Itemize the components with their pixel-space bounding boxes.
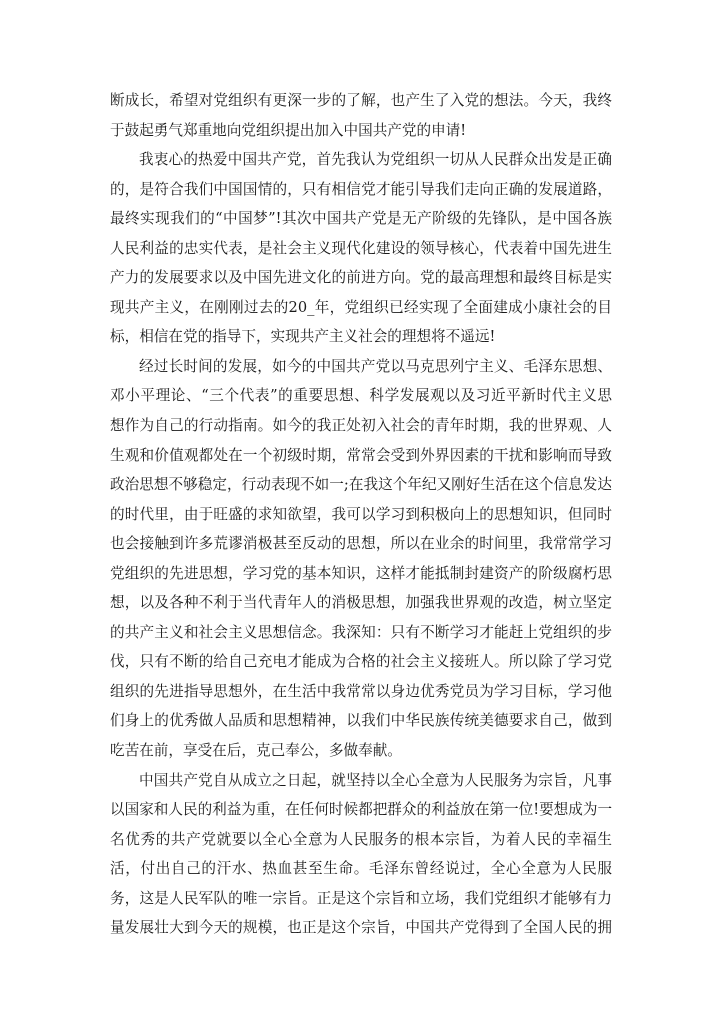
paragraph-line: 组织的先进指导思想外，在生活中我常常以身边优秀党员为学习目标，学习他	[110, 682, 612, 700]
paragraph-line: 生观和价值观都处在一个初级时期，常常会受到外界因素的干扰和影响而导致	[110, 446, 612, 464]
paragraph-line: 最终实现我们的“中国梦”!其次中国共产党是无产阶级的先锋队，是中国各族	[110, 210, 612, 228]
paragraph-line: 名优秀的共产党就要以全心全意为人民服务的根本宗旨，为着人民的幸福生	[110, 830, 612, 848]
paragraph-3	[110, 352, 612, 766]
paragraph-line: 以国家和人民的利益为重，在任何时候都把群众的利益放在第一位!要想成为一	[110, 801, 613, 819]
paragraph-line: 产力的发展要求以及中国先进文化的前进方向。党的最高理想和最终目标是实	[110, 269, 612, 287]
paragraph-line: 的时代里，由于旺盛的求知欲望，我可以学习到积极向上的思想知识，但同时	[110, 505, 612, 523]
paragraph-line: 断成长，希望对党组织有更深一步的了解，也产生了入党的想法。今天，我终	[110, 92, 612, 109]
paragraph-line: 我衷心的热爱中国共产党，首先我认为党组织一切从人民群众出发是正确	[139, 151, 612, 169]
paragraph-2	[110, 145, 612, 352]
paragraph-line: 的共产主义和社会主义思想信念。我深知：只有不断学习才能赶上党组织的步	[110, 623, 612, 641]
paragraph-4	[110, 766, 612, 943]
paragraph-line: 务，这是人民军队的唯一宗旨。正是这个宗旨和立场，我们党组织才能够有力	[110, 889, 612, 907]
document-page	[110, 86, 612, 943]
paragraph-line: 人民利益的忠实代表，是社会主义现代化建设的领导核心，代表着中国先进生	[110, 239, 612, 257]
paragraph-line: 量发展壮大到今天的规模，也正是这个宗旨，中国共产党得到了全国人民的拥	[110, 919, 612, 937]
paragraph-line: 伐，只有不断的给自己充电才能成为合格的社会主义接班人。所以除了学习党	[110, 653, 612, 671]
paragraph-line: 吃苦在前，享受在后，克己奉公，多做奉献。	[110, 742, 402, 760]
paragraph-line: 中国共产党自从成立之日起，就坚持以全心全意为人民服务为宗旨，凡事	[139, 771, 612, 789]
paragraph-line: 邓小平理论、“三个代表”的重要思想、科学发展观以及习近平新时代主义思	[110, 387, 612, 405]
paragraph-line: 们身上的优秀做人品质和思想精神，以我们中华民族传统美德要求自己，做到	[110, 712, 612, 730]
paragraph-line: 标，相信在党的指导下，实现共产主义社会的理想将不遥远!	[110, 328, 496, 346]
paragraph-line: 活，付出自己的汗水、热血甚至生命。毛泽东曾经说过，全心全意为人民服	[110, 860, 612, 878]
paragraph-line: 现共产主义，在刚刚过去的20_年，党组织已经实现了全面建成小康社会的目	[110, 298, 612, 316]
paragraph-line: 经过长时间的发展，如今的中国共产党以马克思列宁主义、毛泽东思想、	[139, 357, 612, 375]
paragraph-line: 于鼓起勇气郑重地向党组织提出加入中国共产党的申请!	[110, 121, 467, 139]
paragraph-line: 政治思想不够稳定，行动表现不如一;在我这个年纪又刚好生活在这个信息发达	[110, 476, 612, 494]
paragraph-line: 想，以及各种不利于当代青年人的消极思想，加强我世界观的改造，树立坚定	[110, 594, 612, 612]
paragraph-1	[110, 86, 612, 145]
paragraph-line: 党组织的先进思想，学习党的基本知识，这样才能抵制封建资产的阶级腐朽思	[110, 564, 612, 582]
paragraph-line: 也会接触到许多荒谬消极甚至反动的思想，所以在业余的时间里，我常常学习	[110, 535, 612, 553]
paragraph-line: 想作为自己的行动指南。如今的我正处初入社会的青年时期，我的世界观、人	[110, 417, 612, 435]
paragraph-line: 的，是符合我们中国国情的，只有相信党才能引导我们走向正确的发展道路，	[110, 180, 612, 198]
